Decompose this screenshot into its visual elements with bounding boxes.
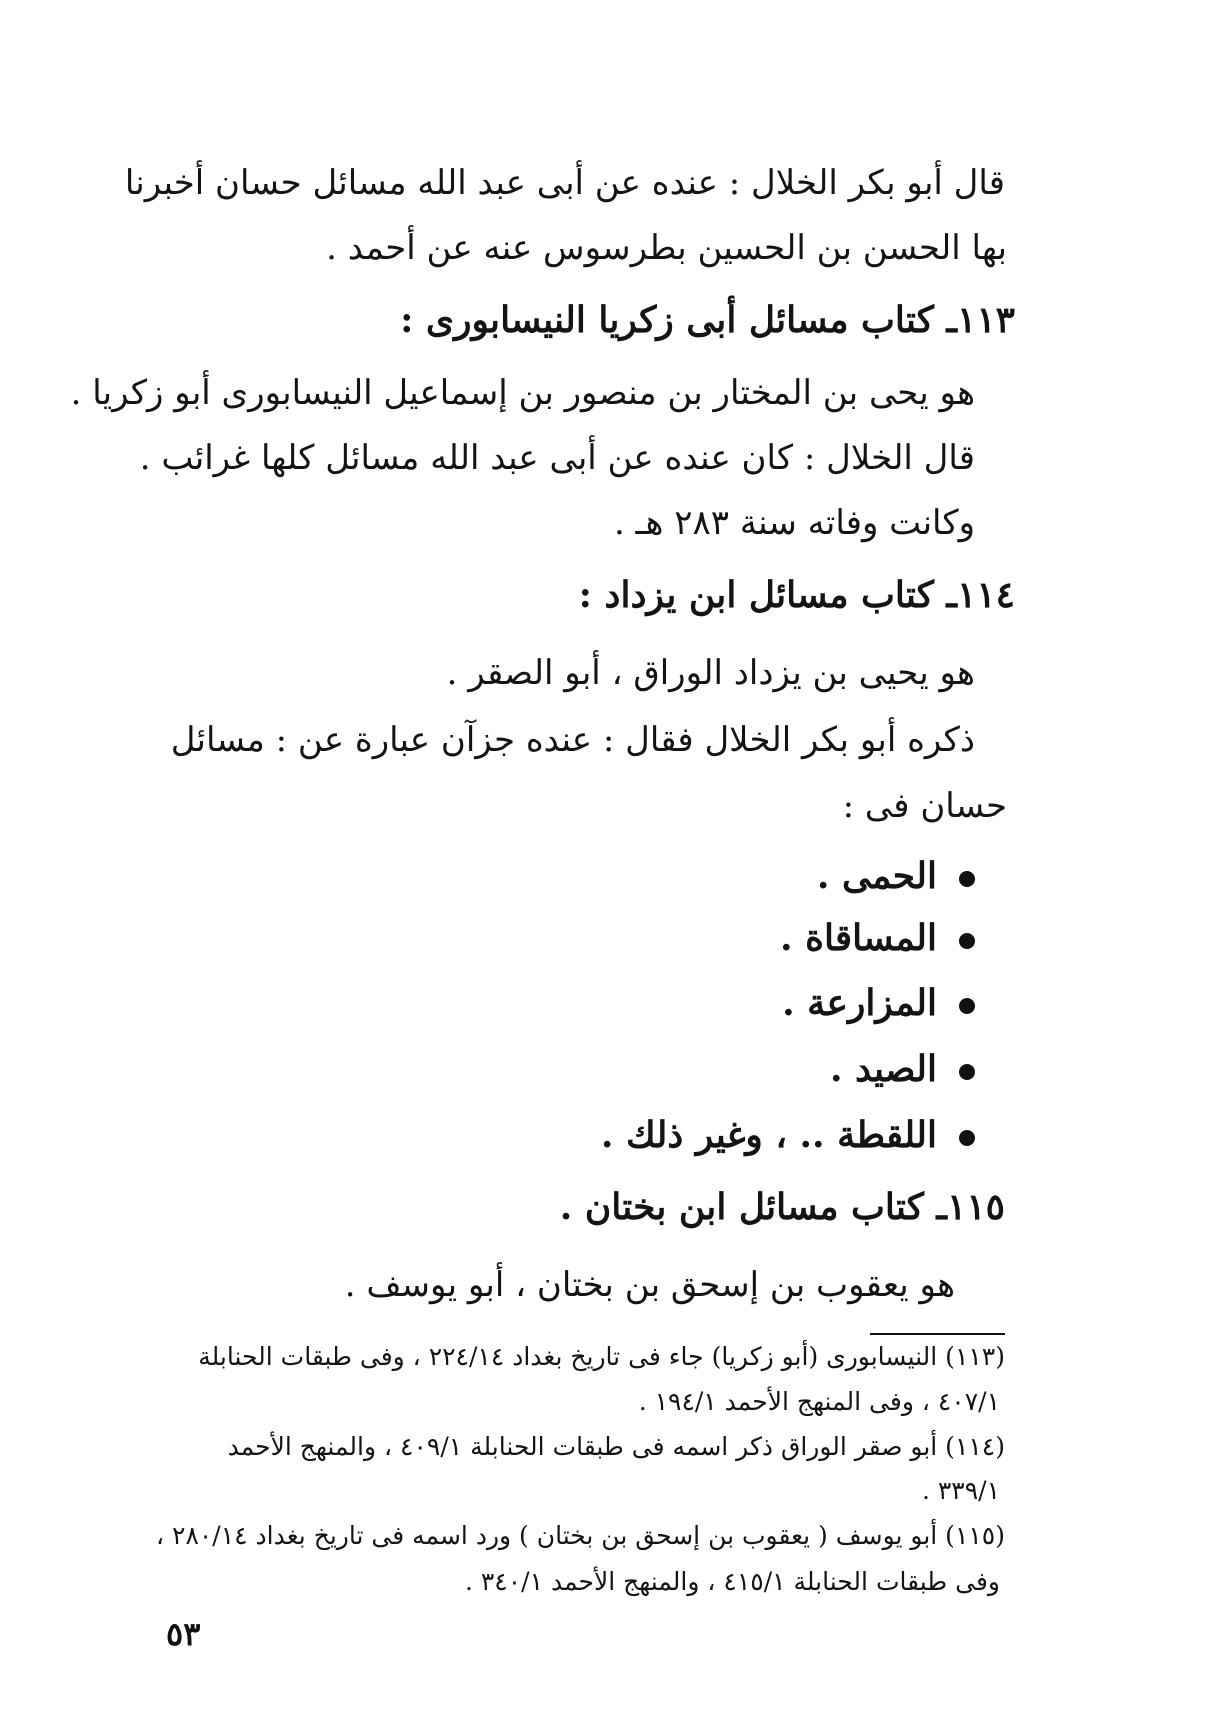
- bullet-icon: [959, 998, 975, 1014]
- bullet-item: المساقاة .: [780, 915, 975, 961]
- body-line: ذكره أبو بكر الخلال فقال : عنده جزآن عبارة عن : مسائل: [170, 720, 975, 760]
- section-heading-114: ١١٤ـ كتاب مسائل ابن يزداد :: [578, 574, 1015, 616]
- body-line: بها الحسن بن الحسين بطرسوس عنه عن أحمد .: [326, 228, 1007, 268]
- body-line: هو يحيى بن يزداد الوراق ، أبو الصقر .: [446, 653, 975, 693]
- footnote-line: ٤٠٧/١ ، وفى المنهج الأحمد ١٩٤/١ .: [638, 1387, 1000, 1416]
- bullet-item: الحمى .: [817, 853, 975, 899]
- footnote-line: (١١٥) أبو يوسف ( يعقوب بن إسحق بن بختان ) ورد اسمه فى تاريخ بغداد ٢٨٠/١٤ ،: [156, 1521, 1005, 1550]
- footnote-line: ٣٣٩/١ .: [921, 1476, 1000, 1505]
- section-heading-113: ١١٣ـ كتاب مسائل أبى زكريا النيسابورى :: [400, 299, 1015, 341]
- footnote-divider: [870, 1333, 1005, 1335]
- bullet-item: المزارعة .: [782, 980, 975, 1026]
- body-line: وكانت وفاته سنة ٢٨٣ هـ .: [613, 503, 975, 543]
- body-line: هو يعقوب بن إسحق بن بختان ، أبو يوسف .: [344, 1265, 955, 1305]
- footnote-line: (١١٤) أبو صقر الوراق ذكر اسمه فى طبقات الحنابلة ٤٠٩/١ ، والمنهج الأحمد: [227, 1432, 1005, 1461]
- body-line: قال أبو بكر الخلال : عنده عن أبى عبد الله مسائل حسان أخبرنا: [124, 163, 1005, 203]
- bullet-icon: [959, 933, 975, 949]
- bullet-icon: [959, 1130, 975, 1146]
- footnote-line: (١١٣) النيسابورى (أبو زكريا) جاء فى تاريخ بغداد ٢٢٤/١٤ ، وفى طبقات الحنابلة: [198, 1342, 1005, 1371]
- section-heading-115: ١١٥ـ كتاب مسائل ابن بختان .: [559, 1186, 1005, 1228]
- bullet-item: اللقطة .. ، وغير ذلك .: [601, 1112, 975, 1158]
- bullet-icon: [959, 1064, 975, 1080]
- body-line: حسان فى :: [842, 786, 1007, 826]
- body-line: هو يحى بن المختار بن منصور بن إسماعيل النيسابورى أبو زكريا .: [70, 373, 975, 413]
- bullet-item: الصيد .: [830, 1046, 975, 1092]
- footnote-line: وفى طبقات الحنابلة ٤١٥/١ ، والمنهج الأحمد ٣٤٠/١ .: [464, 1567, 1000, 1596]
- page-number: ٥٣: [166, 1615, 201, 1653]
- body-line: قال الخلال : كان عنده عن أبى عبد الله مسائل كلها غرائب .: [139, 438, 975, 478]
- bullet-icon: [959, 871, 975, 887]
